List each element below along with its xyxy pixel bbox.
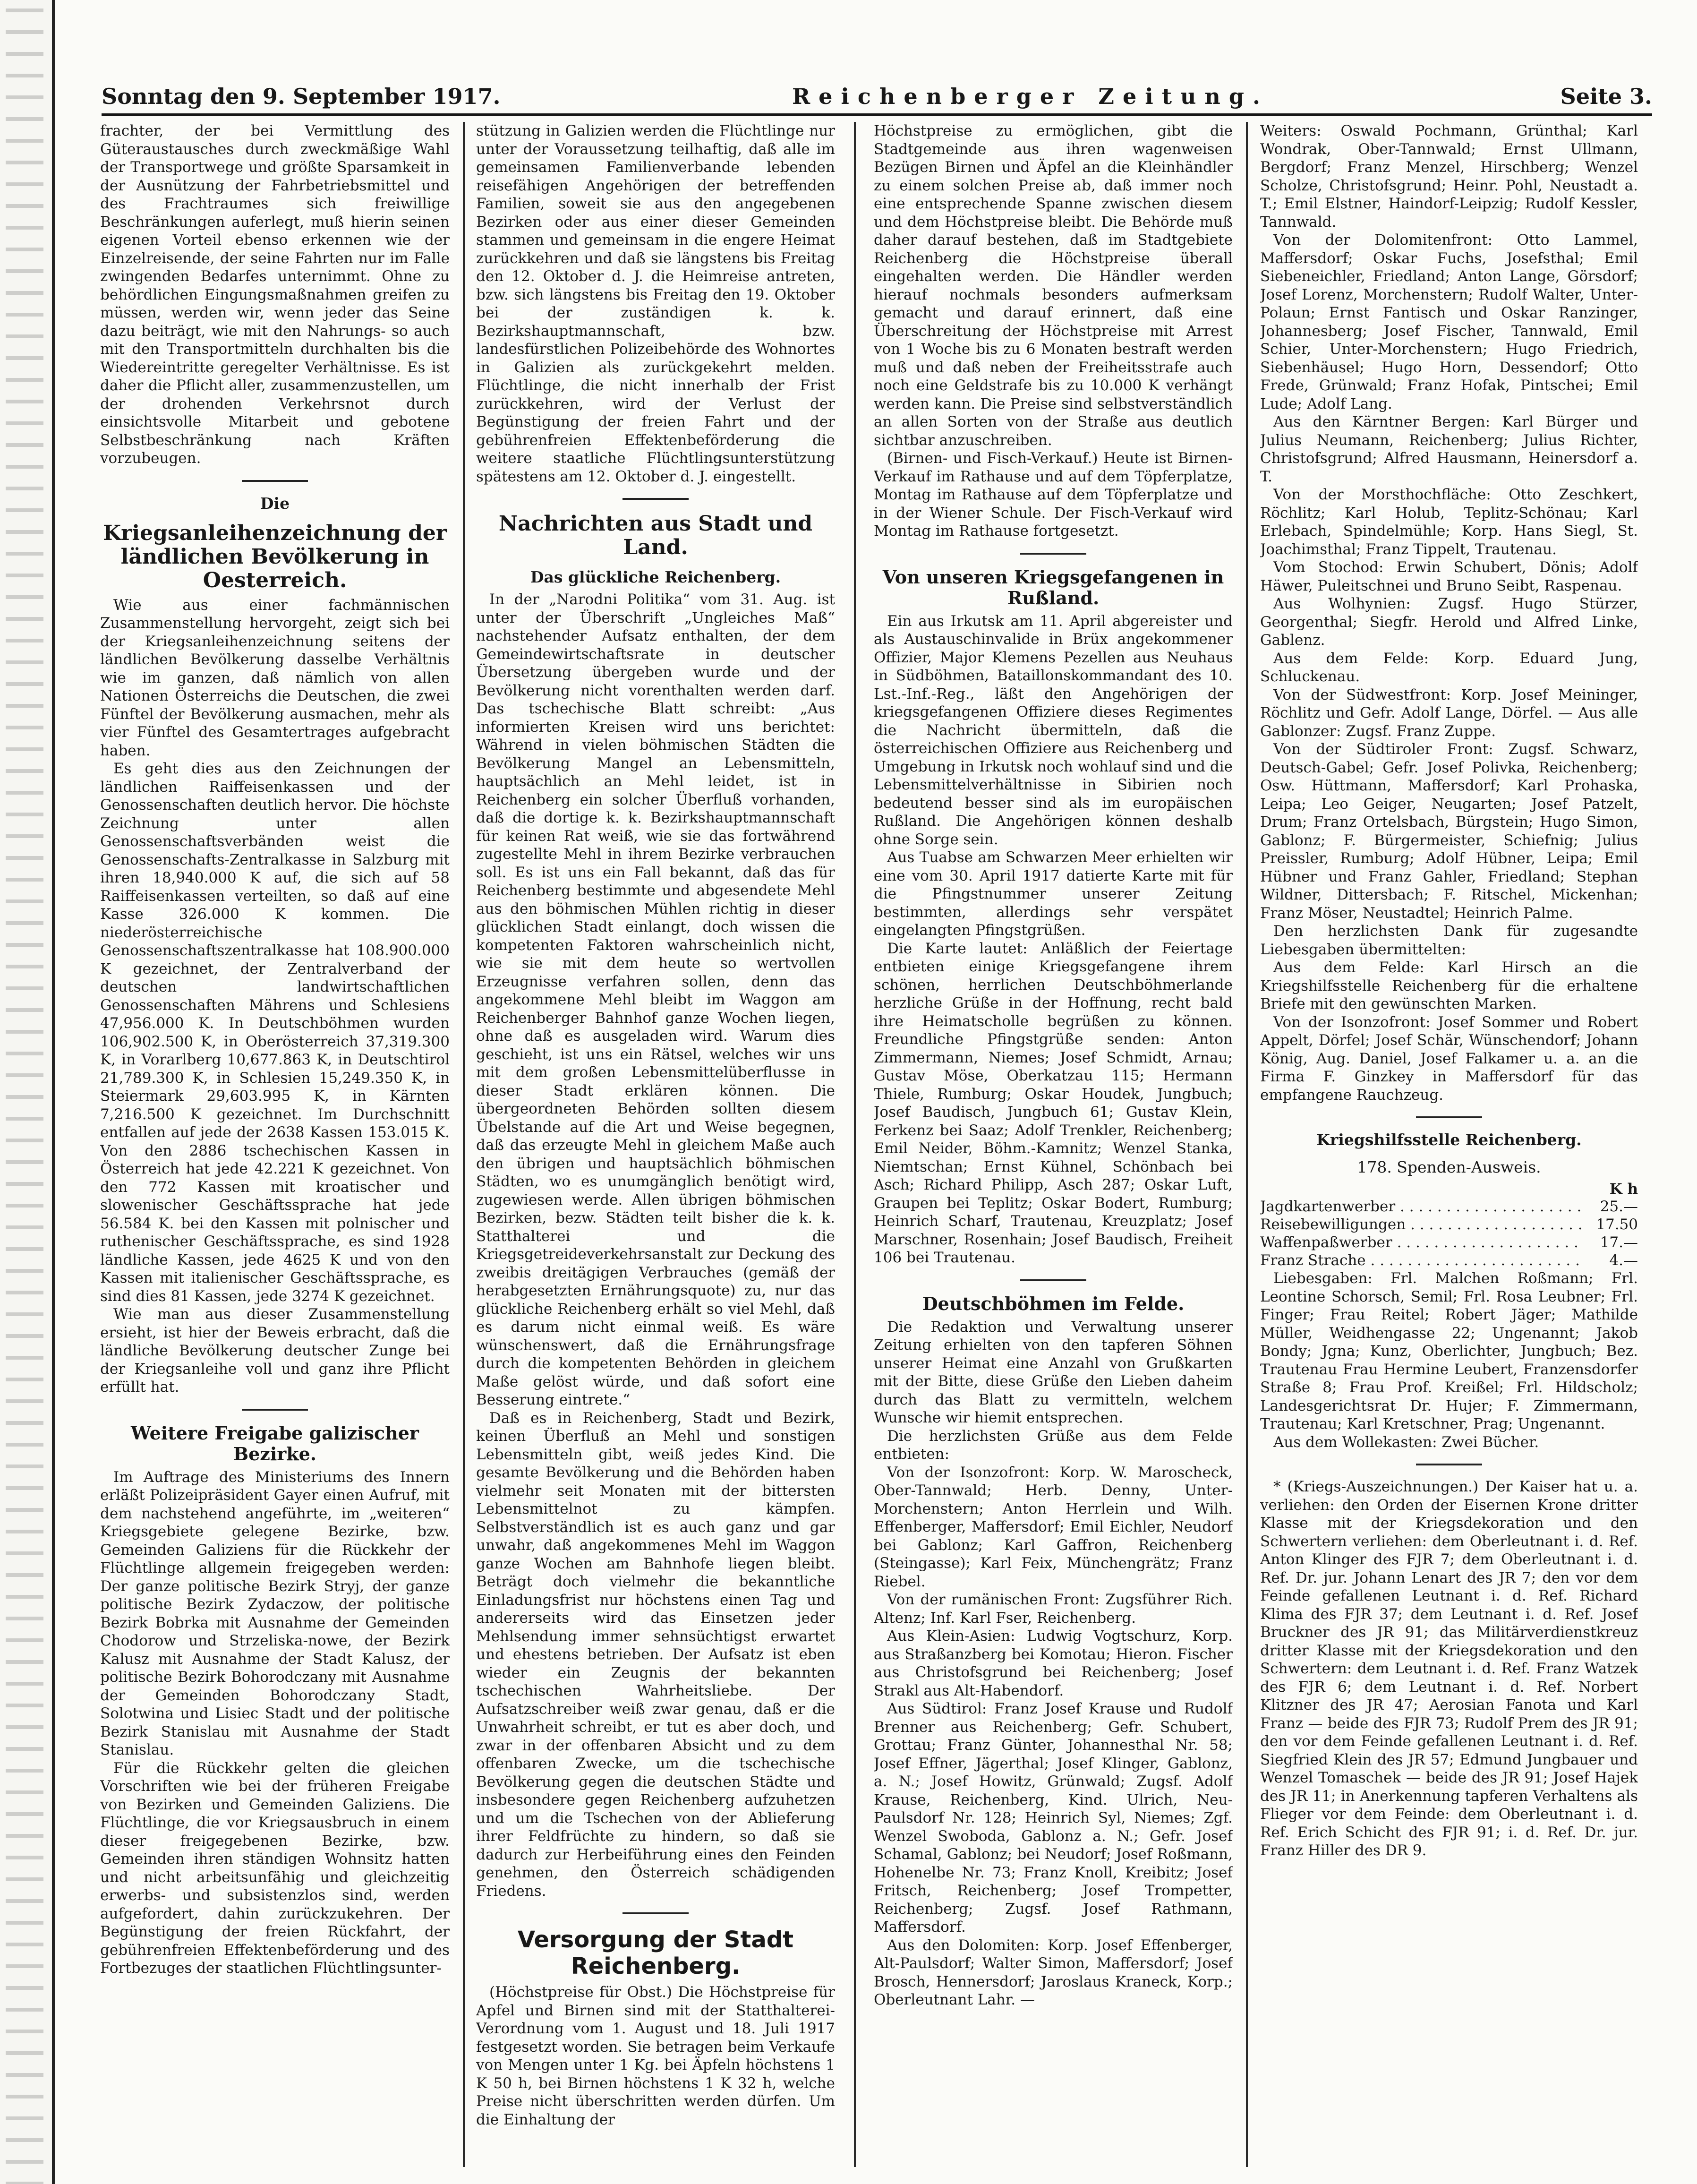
article-subheading: 178. Spenden-Ausweis. [1357, 1158, 1541, 1176]
article-paragraph: * (Kriegs-Auszeichnungen.) Der Kaiser hat u. a. verliehen: den Orden der Eisernen Krone dritter Klasse mit der Kriegsdekoration und den Schwertern verliehen: dem Oberleutnant i. d. Ref. Anton Klinger des FJR 7; dem Oberleutnant i. d. Ref. Dr. jur. Johann Lenart des JR 7; den vor dem Feinde gefallenen Leutnant i. d. Ref. Richard Klima des FJR 37; dem Leutnant i. d. Ref. Josef Bruckner des JR 91; das Militärverdienstkreuz dritter Klasse mit der Kriegsdekoration und den Schwertern: dem Leutnant i. d. Ref. Franz Watzek des FJR 6; dem Leutnant i. d. Ref. Norbert Klitzner des JR 47; Aerosian Fanota und Karl Franz — beide des FJR 73; Rudolf Prem des JR 91; den vor dem Feinde gefallenen Leutnant i. d. Ref. Siegfried Klein des JR 57; Edmund Jungbauer und Wenzel Tomaschek — beide des JR 91; Josef Hajek des JR 11; in Anerkennung tapferen Verhaltens als Flieger vor dem Feinde: dem Oberleutnant i. d. Ref. Erich Schicht des FJR 91; i. d. Ref. Dr. jur. Franz Hiller des DR 9. [1260, 1478, 1638, 1859]
article-paragraph: Für die Rückkehr gelten die gleichen Vorschriften wie bei der früheren Freigabe von Bezirken und Gemeinden Galiziens. Die Flüchtlinge, die vor Kriegsausbruch in einem dieser freigegebenen Bezirke, bzw. Gemeinden ihren ständigen Wohnsitz hatten und nicht arbeitsunfähig und gleichzeitig erwerbs- und subsistenzlos sind, werden aufgefordert, dahin zurückzukehren. Der Begünstigung der freien Rückfahrt, der gebührenfreien Effektenbeförderung und des Fortbezuges der staatlichen Flüchtlingsunter- [100, 1759, 450, 1977]
header-page-number: Seite 3. [1560, 84, 1652, 109]
column-1 [100, 122, 450, 2167]
article-separator [623, 498, 689, 500]
article-paragraph: In der „Narodni Politika“ vom 31. Aug. ist unter der Überschrift „Ungleiches Maß“ nachstehender Aufsatz enthalten, der dem Gemeindewirtschaftsrate in deutscher Übersetzung übergeben wurde und der Bevölkerung nicht vorenthalten werden darf. Das tschechische Blatt schreibt: „Aus informierten Kreisen wird uns berichtet: Während in vielen böhmischen Städten die Bevölkerung Mangel an Lebensmitteln, hauptsächlich an Mehl leidet, ist in Reichenberg ein solcher Überfluß vorhanden, daß die dortige k. k. Bezirkshauptmannschaft für keinen Rat weiß, wie sie das fortwährend zugestellte Mehl in ihrem Bezirke verbrauchen soll. Es ist uns ein Fall bekannt, daß das für Reichenberg bestimmte und abgesendete Mehl aus den böhmischen Mühlen richtig in dieser glücklichen Stadt einlangt, doch wissen die kompetenten Faktoren wahrscheinlich nicht, wie sie mit dem heute so wertvollen Erzeugnisse verfahren sollen, denn das angekommene Mehl bleibt im Waggon am Reichenberger Bahnhof ganze Wochen liegen, ohne daß es ausgeladen wird. Warum dies geschieht, ist uns ein Rätsel, welches wir uns mit dem großen Lebensmittelüberflusse in dieser Stadt erklären können. Die übergeordneten Behörden sollten diesem Übelstande auf die Art und Weise begegnen, daß das erzeugte Mehl in gleichem Maße auch den übrigen und hauptsächlich böhmischen Städten, wo es unumgänglich benötigt wird, zugewiesen werde. Allen übrigen böhmischen Bezirken, bezw. Städten teilt bisher die k. k. Statthalterei und die Kriegsgetreideverkehrsanstalt zur Deckung des zweibis dreitägigen Verbrauches (gemäß der herabgesetzten Ernährungsquote) zu, nur das glückliche Reichenberg erhält so viel Mehl, daß es darum nicht einmal weiß. Es wäre wünschenswert, daß die Ernährungsfrage durch die kompetenten Behörden in gleichem Maße gelöst würde, und daß sofort eine Besserung eintrete.“ [476, 591, 835, 1408]
column-rule [463, 122, 465, 2167]
article-heading: Das glückliche Reichenberg. [530, 568, 781, 586]
column-3 [874, 122, 1233, 2167]
article-heading: Deutschböhmen im Felde. [922, 1293, 1185, 1314]
article-paragraph: Von der Isonzofront: Josef Sommer und Robert Appelt, Dörfel; Josef Schär, Wünschendorf; Johann König, Aug. Daniel, Josef Falkamer u. a. an die Firma F. Ginzkey in Maffersdorf für das empfangene Rauchzeug. [1260, 1013, 1638, 1104]
donation-amount: 17.— [1600, 1234, 1638, 1251]
article-heading: Kriegshilfsstelle Reichenberg. [1316, 1131, 1582, 1149]
article-paragraph: Von der Südwestfront: Korp. Josef Meininger, Röchlitz und Gefr. Adolf Lange, Dörfel. — Aus alle Gablonzer: Zugsf. Franz Zuppe. [1260, 686, 1638, 740]
donation-row [1260, 1216, 1638, 1233]
article-heading: Von unseren Kriegsgefangenen in Rußland. [882, 566, 1224, 608]
article-paragraph: Aus dem Wollekasten: Zwei Bücher. [1273, 1433, 1539, 1451]
article-paragraph: (Birnen- und Fisch-Verkauf.) Heute ist Birnen-Verkauf im Rathause und auf dem Töpferplatze, Montag im Rathause auf dem Töpferplatze und in der Wiener Schule. Der Fisch-Verkauf wird Montag im Rathause fortgesetzt. [874, 450, 1233, 540]
article-separator [242, 480, 308, 482]
article-paragraph: Die herzlichsten Grüße aus dem Felde entbieten: [874, 1427, 1233, 1463]
article-paragraph: Die Redaktion und Verwaltung unserer Zeitung erhielten von den tapferen Söhnen unserer Heimat eine Anzahl von Grußkarten mit der Bitte, diese Grüße den Lieben daheim durch das Blatt zu vermitteln, welchem Wunsche wir hiemit entsprechen. [874, 1318, 1233, 1426]
article-paragraph: Vom Stochod: Erwin Schubert, Dönis; Adolf Häwer, Puleitschnei und Bruno Seibt, Raspenau. [1260, 559, 1638, 594]
article-separator [1020, 1279, 1086, 1281]
left-binding-strip [0, 0, 55, 2184]
section-heading: Versorgung der Stadt Reichenberg. [517, 1927, 794, 1979]
article-paragraph: Die Karte lautet: Anläßlich der Feiertage entbieten einige Kriegsgefangene ihrem schönen, herrlichen Deutschböhmerlande herzliche Grüße in der Hoffnung, recht bald ihre Heimatscholle begrüßen zu können. Freundliche Pfingstgrüße senden: Anton Zimmermann, Niemes; Josef Schmidt, Arnau; Gustav Möse, Oberkatzau 115; Hermann Thiele, Rumburg; Oskar Houdek, Jungbuch; Josef Baudisch, Jungbuch 61; Gustav Klein, Ferkenz bei Saaz; Adolf Trenkler, Reichenberg; Emil Neider, Böhm.-Kamnitz; Wenzel Stanka, Niemtschan; Ernst Kühnel, Schönbach bei Asch; Richard Philipp, Asch 287; Oskar Luft, Graupen bei Teplitz; Oskar Bodert, Rumburg; Heinrich Scharf, Trautenau, Kreuzplatz; Josef Marschner, Rosenhain; Josef Baudisch, Freiheit 106 bei Trautenau. [874, 940, 1233, 1266]
article-paragraph: Aus Südtirol: Franz Josef Krause und Rudolf Brenner aus Reichenberg; Gefr. Schubert, Grottau; Franz Günter, Johannesthal Nr. 58; Josef Effner, Jägerthal; Josef Klinger, Gablonz, a. N.; Josef Howitz, Grünwald; Zugsf. Adolf Krause, Reichenberg, Kind. Ulrich, Neu-Paulsdorf Nr. 128; Heinrich Syl, Niemes; Zgf. Wenzel Swoboda, Gablonz a. N.; Gefr. Josef Schamal, Gablonz; bei Neudorf; Josef Roßmann, Hohenelbe Nr. 73; Franz Knoll, Kreibitz; Josef Fritsch, Reichenberg; Josef Trompetter, Reichenberg; Zugsf. Josef Rathmann, Maffersdorf. [874, 1700, 1233, 1936]
article-paragraph: Aus den Kärntner Bergen: Karl Bürger und Julius Neumann, Reichenberg; Julius Richter, Christofsgrund; Alfred Hausmann, Heinersdorf a. T. [1260, 413, 1638, 485]
donation-row [1260, 1198, 1638, 1216]
page-header [102, 79, 1652, 116]
article-paragraph: Den herzlichsten Dank für zugesandte Liebesgaben übermittelten: [1260, 923, 1638, 958]
article-paragraph: Aus Klein-Asien: Ludwig Vogtschurz, Korp. aus Straßanzberg bei Komotau; Hieron. Fischer aus Christofsgrund bei Reichenberg; Josef Strakl aus Alt-Habendorf. [874, 1627, 1233, 1699]
article-heading-kicker: Die [260, 494, 290, 513]
article-paragraph: Höchstpreise zu ermöglichen, gibt die Stadtgemeinde aus ihren wagenweisen Bezügen Birnen und Äpfel an die Kleinhändler zu einem solchen Preise ab, daß immer noch eine entsprechende Spanne zwischen diesem und dem Höchstpreise bleibt. Die Behörde muß daher darauf bestehen, daß im Stadtgebiete Reichenberg die Höchstpreise überall eingehalten werden. Die Händler werden hierauf nochmals besonders aufmerksam gemacht und darauf erinnert, daß eine Überschreitung der Höchstpreise mit Arrest von 1 Woche bis zu 6 Monaten bestraft werden muß und daß neben der Freiheitsstrafe auch noch eine Geldstrafe bis zu 10.000 K verhängt werden kann. Die Preise sind selbstverständlich an allen Sorten von der Straße aus deutlich sichtbar anzuschreiben. [874, 122, 1233, 449]
article-paragraph: Aus dem Felde: Karl Hirsch an die Kriegshilfsstelle Reichenberg für die erhaltene Briefe mit den gewünschten Marken. [1260, 959, 1638, 1012]
article-paragraph: Wie man aus dieser Zusammenstellung ersieht, ist hier der Beweis erbracht, daß die ländliche Bevölkerung deutscher Zunge bei der Kriegsanleihe voll und ganz ihre Pflicht erfüllt hat. [100, 1306, 450, 1396]
donation-label: Waffenpaßwerber . . . [1260, 1233, 1581, 1251]
article-paragraph: frachter, der bei Vermittlung des Güteraustausches durch zweckmäßige Wahl der Transportwege und größte Sparsamkeit in der Ausnützung der Fahrbetriebsmittel und des Frachtraumes sich freiwillige Beschränkungen auferlegt, muß hierin seinen eigenen Vorteil ebenso erkennen wie der Einzelreisende, der seine Fahrten nur im Falle zwingenden Bedarfes unternimmt. Ohne zu behördlichen Eingungsmaßnahmen greifen zu müssen, werden wir, wenn jeder das Seine dazu beiträgt, wie mit den Nahrungs- so auch mit den Transportmitteln durchhalten bis die Wiedereintritte geregelter Verhältnisse. Es ist daher die Pflicht aller, zusammenzustellen, um der drohenden Verkehrsnot durch einsichtsvolle Mitarbeit und gebotene Selbstbeschränkung nach Kräften vorzubeugen. [100, 122, 450, 467]
article-separator [1020, 553, 1086, 555]
article-separator [1416, 1116, 1482, 1118]
article-separator [623, 1912, 689, 1914]
article-paragraph: Wie aus einer fachmännischen Zusammenstellung hervorgeht, zeigt sich bei der Kriegsanleihenzeichnung seitens der ländlichen Bevölkerung dasselbe Verhältnis wie im ganzen, daß nämlich von allen Nationen Österreichs die Deutschen, die zwei Fünftel der Bevölkerung ausmachen, mehr als vier Fünftel des Gesamtertrages aufgebracht haben. [100, 596, 450, 759]
column-2 [476, 122, 835, 2167]
donation-amount: 17.50 [1596, 1216, 1638, 1233]
article-heading: Weitere Freigabe galizischer Bezirke. [131, 1422, 419, 1465]
article-paragraph: Weiters: Oswald Pochmann, Grünthal; Karl Wondrak, Ober-Tannwald; Ernst Ullmann, Bergdorf; Franz Menzel, Hirschberg; Wenzel Scholze, Christofsgrund; Heinr. Pohl, Neustadt a. T.; Emil Elstner, Haindorf-Leipzig; Rudolf Kessler, Tannwald. [1260, 122, 1638, 231]
donation-amount: 4.— [1609, 1252, 1638, 1269]
donation-label: Franz Strache . . . [1260, 1251, 1581, 1269]
article-paragraph: Aus Wolhynien: Zugsf. Hugo Stürzer, Georgenthal; Siegfr. Herold und Alfred Linke, Gablenz. [1260, 595, 1638, 649]
article-paragraph: Aus den Dolomiten: Korp. Josef Effenberger, Alt-Paulsdorf; Walter Simon, Maffersdorf; Josef Brosch, Hennersdorf; Jaroslaus Kraneck, Korp.; Oberleutnant Lahr. — [874, 1936, 1233, 2008]
article-paragraph: Von der Dolomitenfront: Otto Lammel, Maffersdorf; Oskar Fuchs, Josefsthal; Emil Siebeneichler, Friedland; Anton Lange, Görsdorf; Josef Lorenz, Morchenstern; Rudolf Walter, Unter-Polaun; Ernst Fantisch und Oskar Ranzinger, Johannesberg; Josef Fischer, Tannwald, Emil Schier, Unter-Morchenstern; Hugo Friedrich, Siebenhäusel; Hugo Horn, Dessendorf; Otto Frede, Grünwald; Franz Hofak, Pintschei; Emil Lude; Adolf Lang. [1260, 231, 1638, 412]
article-paragraph: Im Auftrage des Ministeriums des Innern erläßt Polizeipräsident Gayer einen Aufruf, mit dem nachstehend angeführte, im „weiteren“ Kriegsgebiete gelegene Bezirke, bzw. Gemeinden Galiziens für die Rückkehr der Flüchtlinge allgemein freigegeben werden: Der ganze politische Bezirk Stryj, der ganze politische Bezirk Zydaczow, der politische Bezirk Bobrka mit Ausnahme der Gemeinden Chodorow und Strzeliska-nowe, der Bezirk Kalusz mit Ausnahme der Stadt Kalusz, der politische Bezirk Bohorodczany mit Ausnahme der Gemeinden Bohorodczany Stadt, Solotwina und Lisiec Stadt und der politische Bezirk Stanislau mit Ausnahme der Stadt Stanislau. [100, 1468, 450, 1758]
article-paragraph: Von der Südtiroler Front: Zugsf. Schwarz, Deutsch-Gabel; Gefr. Josef Polivka, Reichenberg; Osw. Hüttmann, Maffersdorf; Karl Prohaska, Leipa; Leo Geiger, Neugarten; Josef Patzelt, Drum; Franz Ortelsbach, Bürgstein; Hugo Simon, Gablonz; F. Bürgermeister, Schiefnig; Julius Preissler, Rumburg; Adolf Hübner, Leipa; Emil Hübner und Franz Gahler, Friedland; Stephan Wildner, Dittersbach; F. Ritschel, Mickenhan; Franz Möser, Neustadtel; Heinrich Palme. [1260, 741, 1638, 922]
article-paragraph: Ein aus Irkutsk am 11. April abgereister und als Austauschinvalide in Brüx angekommener Offizier, Major Klemens Pezellen aus Neuhaus in Südböhmen, Bataillonskommandant des 10. Lst.-Inf.-Reg., läßt den Angehörigen der kriegsgefangenen Offiziere dieses Regimentes die Nachricht übermitteln, daß die österreichischen Offiziere aus Reichenberg und Umgebung in Irkutsk noch wohlauf sind und die Lebensmittelverhältnisse in Sibirien noch bedeutend besser sind als im europäischen Rußland. Die Angehörigen können deshalb ohne Sorge sein. [874, 612, 1233, 848]
article-separator [242, 1409, 308, 1411]
article-paragraph: Aus Tuabse am Schwarzen Meer erhielten wir eine vom 30. April 1917 datierte Karte mit für die Pfingstnummer unserer Zeitung bestimmten, allerdings sehr verspätet eingelangten Pfingstgrüßen. [874, 849, 1233, 939]
section-heading: Nachrichten aus Stadt und Land. [498, 512, 813, 559]
article-paragraph: Liebesgaben: Frl. Malchen Roßmann; Frl. Leontine Schorsch, Semil; Frl. Rosa Leubner; Frl. Finger; Frau Reitel; Robert Jäger; Mathilde Müller, Weidhengasse 22; Ungenannt; Jakob Bondy; Jgna; Kunz, Oberlichter, Jungbuch; Bez. Trautenau Frau Hermine Leubert, Franzensdorfer Straße 8; Frau Prof. Kreißel; Frl. Hildscholz; Landesgerichtsrat Dr. Hujer; F. Zimmermann, Trautenau; Karl Kretschner, Prag; Ungenannt. [1260, 1270, 1638, 1432]
donation-amount: 25.— [1600, 1198, 1638, 1215]
header-masthead: Reichenberger Zeitung. [792, 84, 1269, 109]
article-paragraph: Von der rumänischen Front: Zugsführer Rich. Altenz; Inf. Karl Fser, Reichenberg. [874, 1591, 1233, 1627]
header-date: Sonntag den 9. September 1917. [102, 84, 501, 109]
column-rule [1246, 122, 1248, 2167]
donation-label: Jagdkartenwerber . . . [1260, 1198, 1581, 1216]
article-paragraph: stützung in Galizien werden die Flüchtlinge nur unter der Voraussetzung teilhaftig, daß alle im gemeinsamen Familienverbande lebenden reisefähigen Angehörigen der betreffenden Familien, soweit sie aus den angegebenen Bezirken oder aus einer dieser Gemeinden stammen und gemeinsam in die engere Heimat zurückkehren und daß sie längstens bis Freitag den 12. Oktober d. J. die Heimreise antreten, bzw. sich längstens bis Freitag den 19. Oktober bei der zuständigen k. k. Bezirkshauptmannschaft, bzw. landesfürstlichen Polizeibehörde des Wohnortes in Galizien als zurückgekehrt melden. Flüchtlinge, die nicht innerhalb der Frist zurückkehren, wird der Verlust der Begünstigung der freien Fahrt und der gebührenfreien Effektenbeförderung die weitere staatliche Flüchtlingsunterstützung spätestens am 12. Oktober d. J. eingestellt. [476, 122, 835, 485]
article-paragraph: Aus dem Felde: Korp. Eduard Jung, Schluckenau. [1260, 650, 1638, 685]
currency-unit-label: K h [1609, 1181, 1638, 1198]
donation-row [1260, 1233, 1638, 1251]
donation-label: Reisebewilligungen . . . [1260, 1216, 1581, 1233]
column-4 [1260, 122, 1638, 2167]
article-paragraph: Daß es in Reichenberg, Stadt und Bezirk, keinen Überfluß an Mehl und sonstigen Lebensmitteln gibt, weiß jedes Kind. Die gesamte Bevölkerung und die Behörden haben vielmehr seit Monaten mit der bittersten Lebensmittelnot zu kämpfen. Selbstverständlich ist es auch ganz und gar unwahr, daß angekommenes Mehl im Waggon ganze Wochen am Bahnhofe liegen bleibt. Beträgt doch vielmehr die bekanntliche Einladungsfrist nur höchstens einen Tag und andererseits wird das Einsetzen jeder Mehlsendung immer sehnsüchtigst erwartet und ehestens betrieben. Der Aufsatz ist eben wieder ein Zeugnis der bekannten tschechischen Wahrheitsliebe. Der Aufsatzschreiber weiß zwar genau, daß er die Unwahrheit schreibt, er tut es aber doch, und zwar in der offenbaren Absicht und zu dem offenbaren Zwecke, um die tschechische Bevölkerung gegen die deutschen Städte und insbesondere gegen Reichenberg aufzuhetzen und um die Tschechen von der Ablieferung ihrer Feldfrüchte zu hindern, so daß sie dadurch zur Herbeiführung eines den Feinden genehmen, den Österreich schädigenden Friedens. [476, 1409, 835, 1900]
donation-row [1260, 1251, 1638, 1269]
article-paragraph: Von der Morsthochfläche: Otto Zeschkert, Röchlitz; Karl Holub, Teplitz-Schönau; Karl Erlebach, Spindelmühle; Korp. Hans Siegl, St. Joachimsthal; Franz Tippelt, Trautenau. [1260, 486, 1638, 558]
article-heading: Kriegsanleihenzeichnung der ländlichen Bevölkerung in Oesterreich. [102, 521, 447, 592]
article-paragraph: (Höchstpreise für Obst.) Die Höchstpreise für Apfel und Birnen sind mit der Statthalterei-Verordnung vom 1. August und 18. Juli 1917 festgesetzt worden. Sie betragen beim Verkaufe von Mengen unter 1 Kg. bei Äpfeln höchstens 1 K 50 h, bei Birnen höchstens 1 K 32 h, welche Preise nicht überschritten werden dürfen. Um die Einhaltung der [476, 1984, 835, 2128]
binding-text-fragments [6, 0, 43, 2184]
donation-table [1260, 1198, 1638, 1269]
article-paragraph: Von der Isonzofront: Korp. W. Maroscheck, Ober-Tannwald; Herb. Denny, Unter-Morchenstern; Anton Herrlein und Wilh. Effenberger, Maffersdorf; Emil Eichler, Neudorf bei Gablonz; Karl Gaffron, Reichenberg (Steingasse); Karl Feix, Münchengrätz; Franz Riebel. [874, 1464, 1233, 1590]
article-separator [1416, 1464, 1482, 1465]
article-paragraph: Es geht dies aus den Zeichnungen der ländlichen Raiffeisenkassen und der Genossenschaften deutlich hervor. Die höchste Zeichnung unter allen Genossenschaftsverbänden weist die Genossenschafts-Zentralkasse in Salzburg mit ihren 18,940.000 K auf, die sich auf 58 Raiffeisenkassen verteilten, so daß auf eine Kasse 326.000 K kommen. Die niederösterreichische Genossenschaftszentralkasse hat 108.900.000 K gezeichnet, der Zentralverband der deutschen landwirtschaftlichen Genossenschaften Mährens und Schlesiens 47,956.000 K. In Deutschböhmen wurden 106,902.500 K, in Oberösterreich 37,319.300 K, in Vorarlberg 10,677.863 K, in Deutschtirol 21,789.300 K, in Schlesien 15,249.350 K, in Steiermark 29,603.995 K, in Kärnten 7,216.500 K gezeichnet. Im Durchschnitt entfallen auf jede der 2638 Kassen 153.015 K. Von den 2886 tschechischen Kassen in Österreich hat jede 42.221 K gezeichnet. Von den 772 Kassen mit kroatischer und slowenischer Geschäftssprache hat jede 56.584 K. bei den Kassen mit polnischer und ruthenischer Geschäftssprache, es sind 1928 ländliche Kassen, jede 4625 K und von den Kassen mit italienischer Geschäftssprache, es sind dies 81 Kassen, jede 3274 K gezeichnet. [100, 760, 450, 1305]
column-rule [854, 122, 856, 2167]
